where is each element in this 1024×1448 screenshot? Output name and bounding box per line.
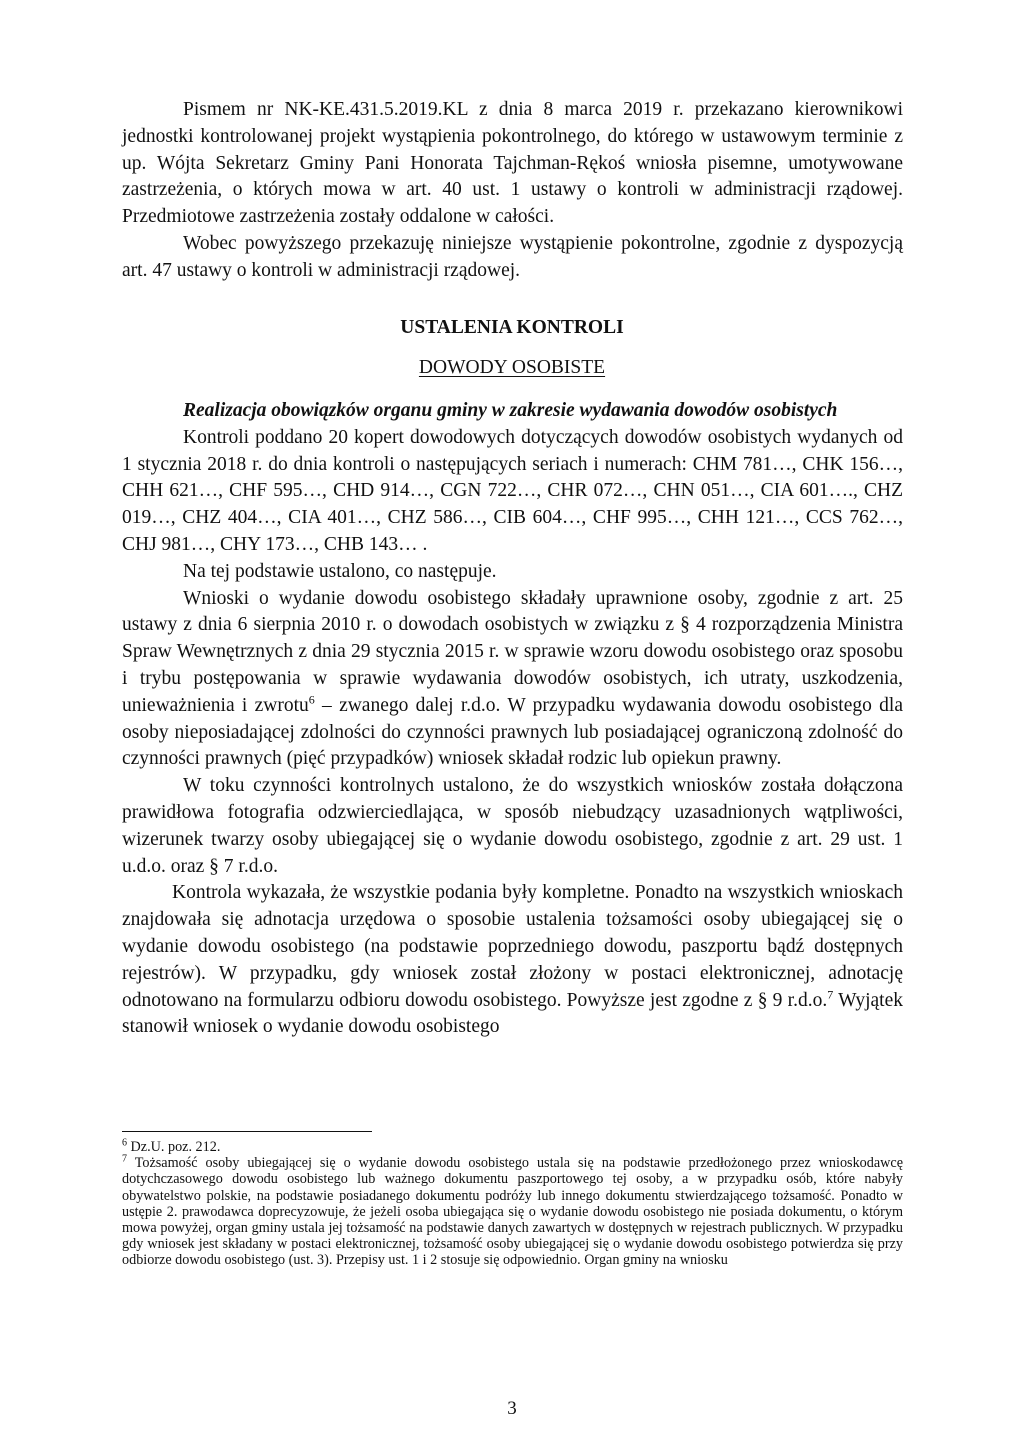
- intro-section: [122, 97, 903, 285]
- body-section: [122, 398, 903, 1041]
- intro-paragraph-1: Pismem nr NK-KE.431.5.2019.KL z dnia 8 marca 2019 r. przekazano kierownikowi jednostki kontrolowanej projekt wystąpienia pokontrolnego, do którego w ustawowym terminie z up. Wójta Sekretarz Gminy Pani Honorata Tajchman-Rękoś wniosła pisemne, umotywowane zastrzeżenia, o których mowa w art. 40 ust. 1 ustawy o kontroli w administracji rządowej. Przedmiotowe zastrzeżenia zostały oddalone w całości.: [122, 99, 903, 228]
- body-paragraph-1: Kontroli poddano 20 kopert dowodowych dotyczących dowodów osobistych wydanych od 1 stycznia 2018 r. do dnia kontroli o następujących seriach i numerach: CHM 781…, CHK 156…, CHH 621…, CHF 595…, CHD 914…, CGN 722…, CHR 072…, CHN 051…, CIA 601…., CHZ 019…, CHZ 404…, CIA 401…, CHZ 586…, CIB 604…, CHF 995…, CHH 121…, CCS 762…, CHJ 981…, CHY 173…, CHB 143… .: [122, 426, 903, 555]
- footnote-ref-7: 7: [827, 987, 834, 1002]
- footnote-6-number: 6: [122, 1137, 127, 1149]
- section-heading: [0, 355, 1024, 381]
- footnote-7-number: 7: [122, 1153, 127, 1165]
- body-paragraph-5: [122, 880, 903, 1041]
- subsection-heading: Realizacja obowiązków organu gminy w zakresie wydawania dowodów osobistych: [183, 400, 838, 421]
- footnote-7-text: Tożsamość osoby ubiegającej się o wydanie dowodu osobistego ustala się na podstawie przedłożonego przez wnioskodawcę dotychczasowego dowodu osobistego lub ważnego dokumentu paszportowego tej osoby, a w przypadku osób, które nabyły obywatelstwo polskie, na podstawie posiadanego dokumentu podróży lub innego dokumentu stwierdzającego tożsamość. Ponadto w ustępie 2. prawodawca doprecyzowuje, że jeżeli osoba ubiegająca się o wydanie dowodu osobistego nie posiada dokumentu, o którym mowa powyżej, organ gminy ustala jej tożsamość na podstawie danych zawartych w dostępnych w rejestrach publicznych. W przypadku gdy wniosek jest składany w postaci elektronicznej, tożsamość osoby ubiegającej się o wydanie dowodu osobistego potwierdza się przy odbiorze dowodu osobistego (ust. 3). Przepisy ust. 1 i 2 stosuje się odpowiednio. Organ gminy na wniosku: [122, 1155, 903, 1269]
- body-paragraph-5-text-a: Kontrola wykazała, że wszystkie podania były kompletne. Ponadto na wszystkich wnioskach znajdowała się adnotacja urzędowa o sposobie ustalenia tożsamości osoby ubiegającej się o wydanie dowodu osobistego (na podstawie poprzedniego dowodu, paszportu bądź dostępnych rejestrów). W przypadku, gdy wniosek został złożony w postaci elektronicznej, adnotację odnotowano na formularzu odbioru dowodu osobistego. Powyższe jest zgodne z § 9 r.d.o.: [122, 882, 903, 1011]
- footnotes: [122, 1139, 903, 1269]
- footnote-6: [122, 1139, 903, 1155]
- body-paragraph-3-text-b: – zwanego dalej r.d.o. W przypadku wydawania dowodu osobistego dla osoby nieposiadającej zdolności do czynności prawnych lub posiadającej ograniczoną zdolność do czynności prawnych (pięć przypadków) wniosek składał rodzic lub opiekun prawny.: [122, 694, 903, 770]
- footnote-divider: [122, 1131, 372, 1132]
- intro-paragraph-2: Wobec powyższego przekazuję niniejsze wystąpienie pokontrolne, zgodnie z dyspozycją art. 47 ustawy o kontroli w administracji rządowej.: [122, 232, 903, 281]
- footnote-ref-6: 6: [308, 692, 315, 707]
- body-paragraph-4: W toku czynności kontrolnych ustalono, że do wszystkich wniosków została dołączona prawidłowa fotografia odzwierciedlająca, w sposób niebudzący uzasadnionych wątpliwości, wizerunek twarzy osoby ubiegającej się o wydanie dowodu osobistego, zgodnie z art. 29 ust. 1 u.d.o. oraz § 7 r.d.o.: [122, 775, 903, 877]
- body-paragraph-2: Na tej podstawie ustalono, co następuje.: [183, 560, 497, 582]
- footnote-7: [122, 1155, 903, 1268]
- section-heading-text: DOWODY OSOBISTE: [418, 357, 606, 378]
- body-paragraph-3-text-a: Wnioski o wydanie dowodu osobistego składały uprawnione osoby, zgodnie z art. 25 ustawy z dnia 6 sierpnia 2010 r. o dowodach osobistych w związku z § 4 rozporządzenia Ministra Spraw Wewnętrznych z dnia 29 stycznia 2015 r. w sprawie wzoru dowodu osobistego oraz sposobu i trybu postępowania w sprawie wydawania dowodów osobistych, ich utraty, uszkodzenia, unieważnienia i zwrotu: [122, 587, 903, 716]
- footnote-6-text: Dz.U. poz. 212.: [127, 1139, 221, 1155]
- main-heading: USTALENIA KONTROLI: [400, 317, 624, 338]
- page-number: 3: [507, 1398, 517, 1419]
- body-paragraph-3: [122, 586, 903, 774]
- body-paragraph-5-text-b: Wyjątek stanowił wniosek o wydanie dowodu osobistego: [122, 989, 903, 1038]
